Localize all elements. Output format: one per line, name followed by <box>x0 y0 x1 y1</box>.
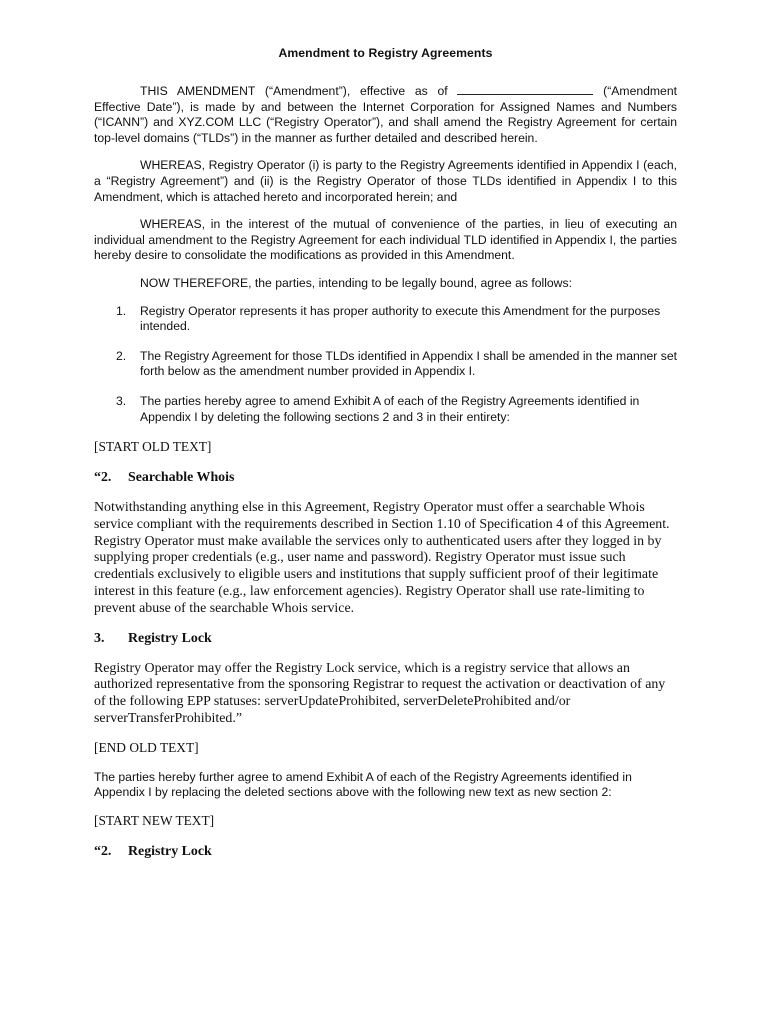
section-heading-registry-lock-new <box>94 843 677 860</box>
start-old-text-marker: [START OLD TEXT] <box>94 439 212 455</box>
start-new-text-marker: [START NEW TEXT] <box>94 813 215 829</box>
section-title: Registry Lock <box>128 630 212 646</box>
further-agree-paragraph: The parties hereby further agree to amend Exhibit A of each of the Registry Agreements identified in Appendix I by replacing the deleted sections above with the following new text as new section 2: <box>94 769 632 800</box>
numbered-list <box>94 304 677 426</box>
section-number: “2. <box>94 844 112 860</box>
list-item-number: 2. <box>116 348 127 363</box>
section-number: 3. <box>94 630 105 646</box>
now-therefore-paragraph: NOW THEREFORE, the parties, intending to be legally bound, agree as follows: <box>140 275 572 290</box>
end-old-text-marker: [END OLD TEXT] <box>94 739 199 755</box>
list-item-text: The parties hereby agree to amend Exhibit A of each of the Registry Agreements identified in Appendix I by deleting the following sections 2 and 3 in their entirety: <box>140 393 640 424</box>
document-title: Amendment to Registry Agreements <box>278 46 493 60</box>
list-item-text: Registry Operator represents it has proper authority to execute this Amendment for the purposes intended. <box>140 303 661 334</box>
intro-text-after-blank: (“Amendment Effective Date”), is made by and between the Internet Corporation for Assigned Names and Numbers (“ICANN”) and XYZ.COM LLC (“Registry Operator”), and shall amend the Registry Agreement for certain top-level domains (“TLDs”) in the manner as further detailed and described herein. <box>94 84 677 145</box>
section-heading-registry-lock-old <box>94 630 677 647</box>
section-title: Registry Lock <box>128 844 212 860</box>
section-title: Searchable Whois <box>128 470 235 486</box>
list-item-text: The Registry Agreement for those TLDs identified in Appendix I shall be amended in the manner set forth below as the amendment number provided in Appendix I. <box>140 348 678 379</box>
document-page <box>94 46 677 874</box>
intro-text-before-blank: THIS AMENDMENT (“Amendment”), effective as of <box>140 84 458 98</box>
list-item <box>94 394 677 425</box>
intro-paragraph <box>94 84 677 146</box>
effective-date-blank <box>457 84 593 95</box>
section-number: “2. <box>94 470 112 486</box>
list-item <box>94 304 677 335</box>
registry-lock-old-body: Registry Operator may offer the Registry Lock service, which is a registry service that allows an authorized representative from the sponsoring Registrar to request the activation or deactivation of any of the following EPP statuses: serverUpdateProhibited, serverDeleteProhibited and/or serverTransferProhibited.” <box>94 660 666 727</box>
searchable-whois-body: Notwithstanding anything else in this Agreement, Registry Operator must offer a searchable Whois service compliant with the requirements described in Section 1.10 of Specification 4 of this Agreement. Registry Operator must make available the services only to authenticated users after they logged in by supplying proper credentials (e.g., user name and password). Registry Operator must issue such credentials exclusively to eligible users and institutions that supply sufficient proof of their legitimate interest in this feature (e.g., law enforcement agencies). Registry Operator shall use rate-limiting to prevent abuse of the searchable Whois service. <box>94 500 670 616</box>
list-item-number: 1. <box>116 303 127 318</box>
list-item-number: 3. <box>116 393 127 408</box>
whereas-paragraph-1: WHEREAS, Registry Operator (i) is party to the Registry Agreements identified in Appendix I (each, a “Registry Agreement”) and (ii) is the Registry Operator of those TLDs identified in Appendix I to this Amendment, which is attached hereto and incorporated herein; and <box>94 158 677 204</box>
section-heading-searchable-whois <box>94 469 677 486</box>
list-item <box>94 349 677 380</box>
whereas-paragraph-2: WHEREAS, in the interest of the mutual of convenience of the parties, in lieu of executing an individual amendment to the Registry Agreement for each individual TLD identified in Appendix I, the parties hereby desire to consolidate the modifications as provided in this Amendment. <box>94 217 677 263</box>
